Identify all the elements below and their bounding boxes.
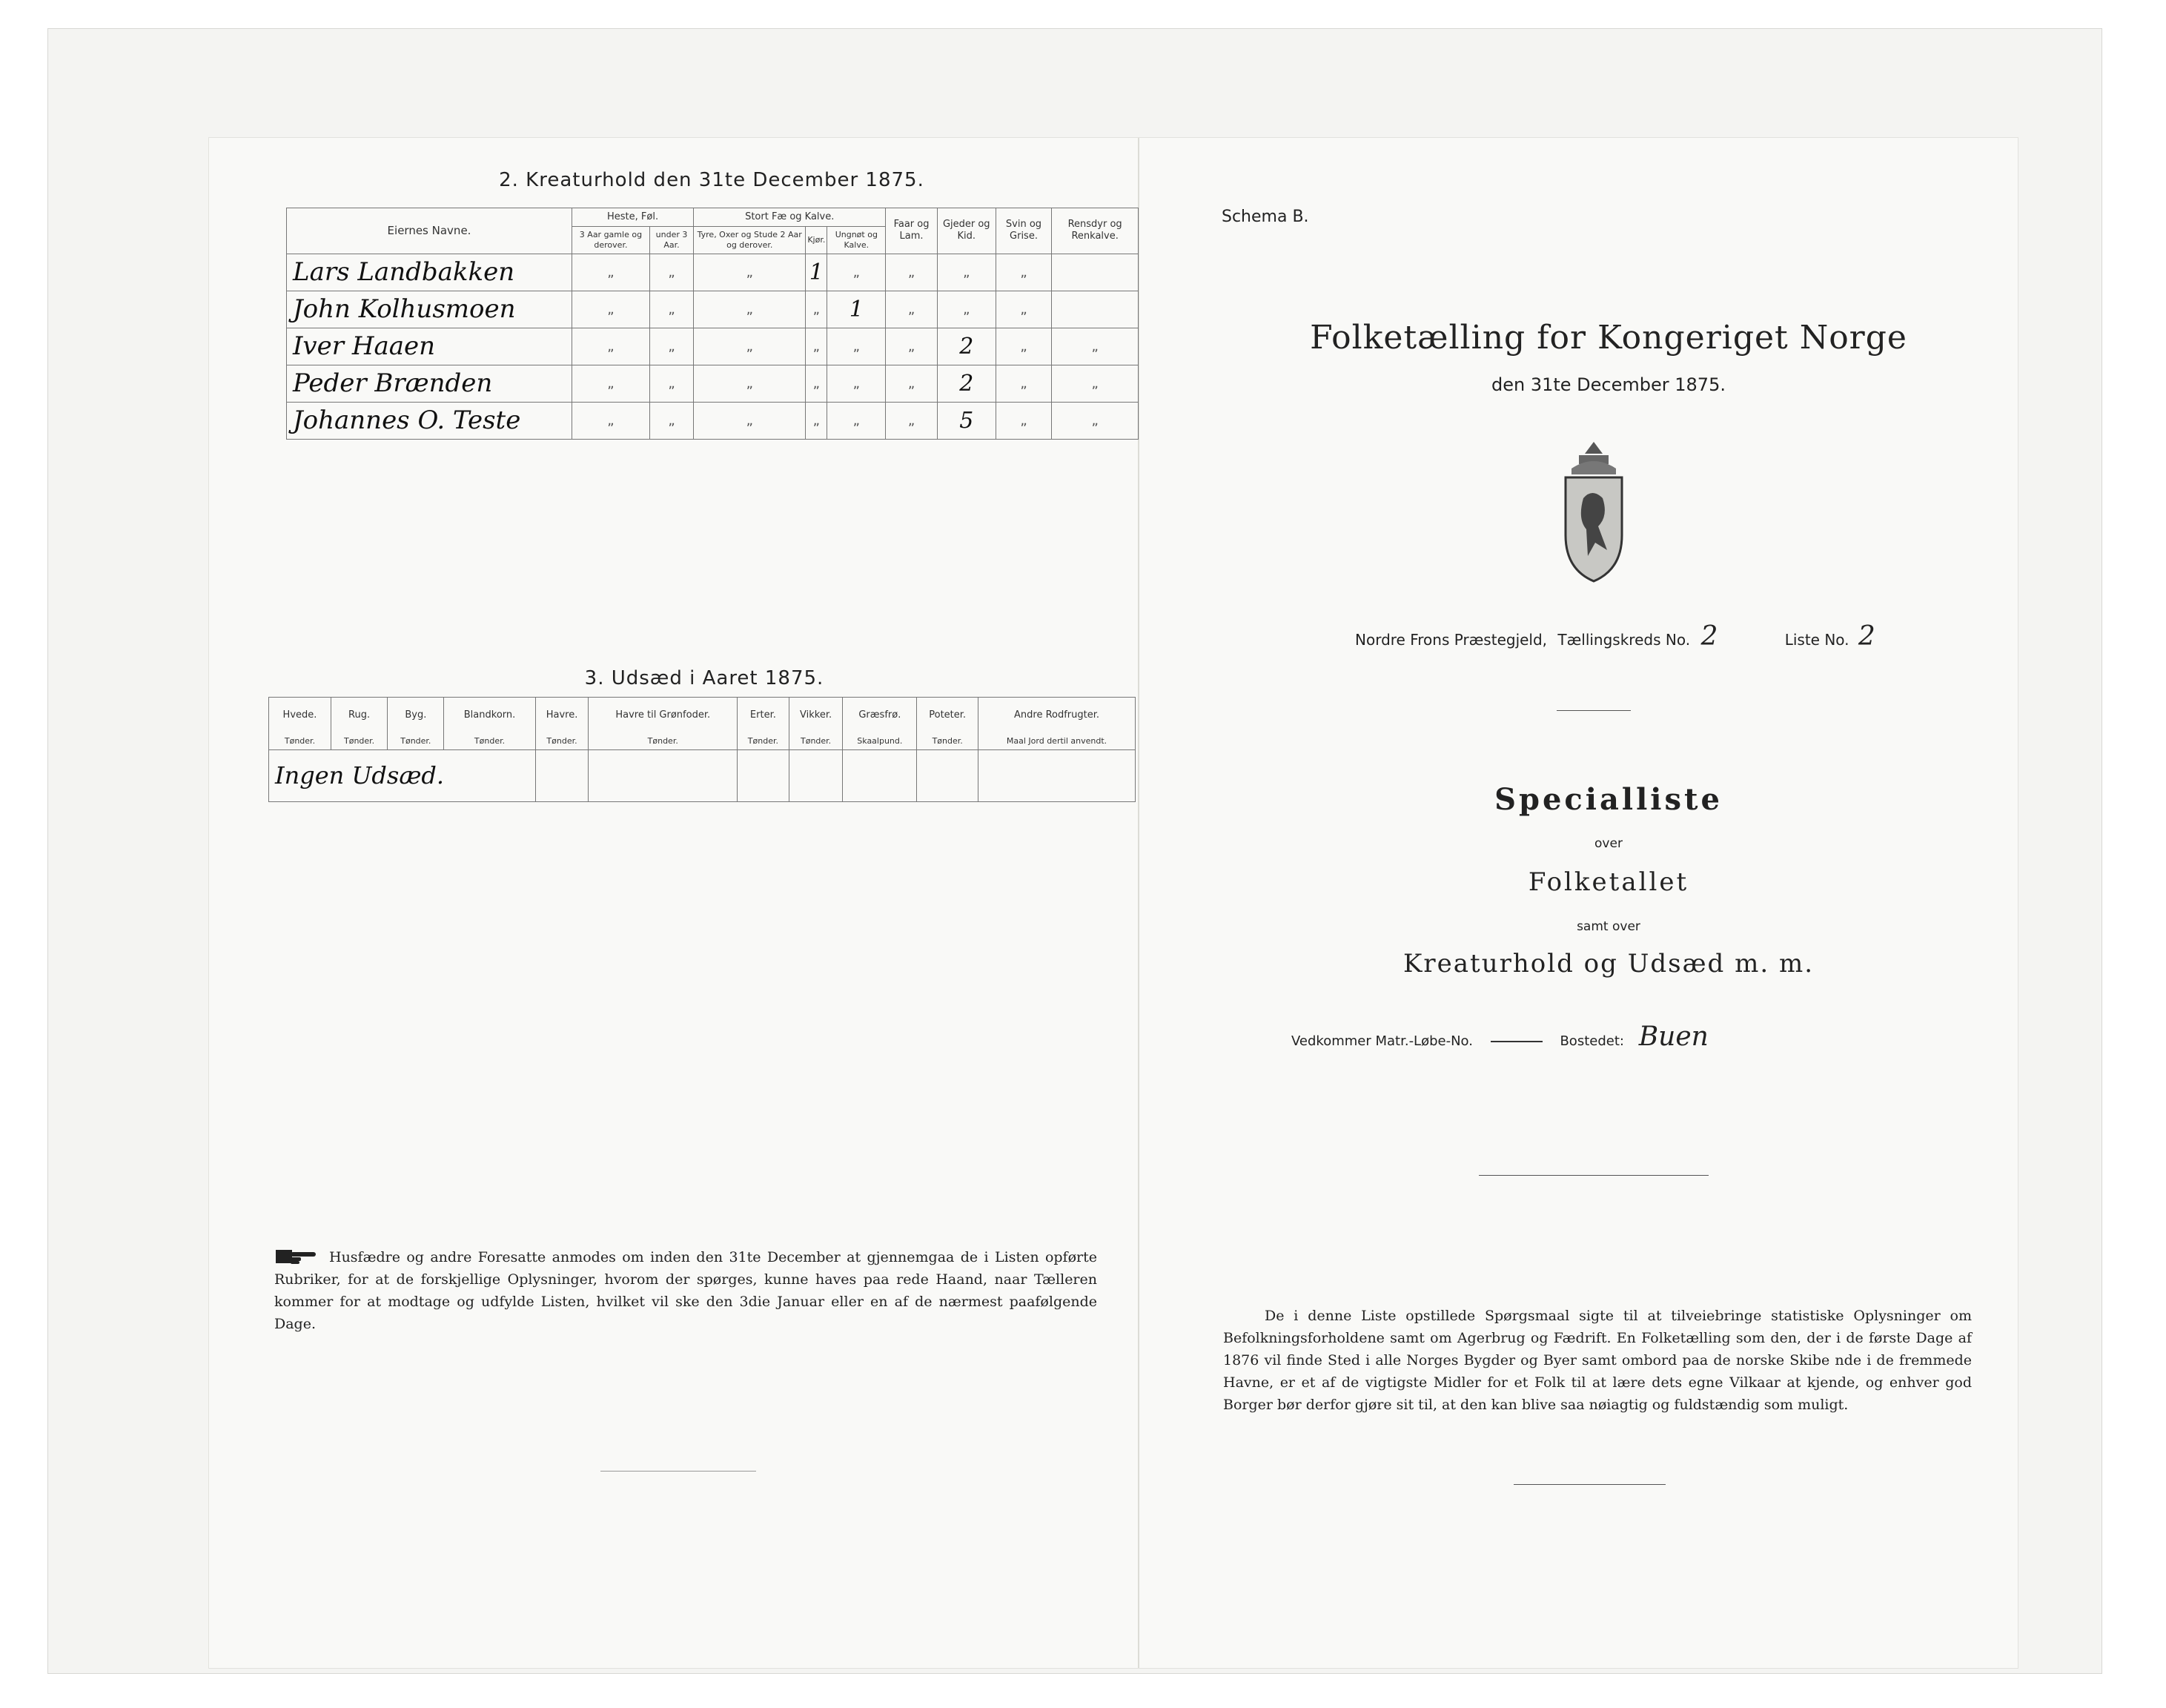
cell: „	[1052, 402, 1139, 439]
info-paragraph: De i denne Liste opstillede Spørgsmaal sigte til at tilveiebringe statistiske Oplysninger om Befolkningsforholdene samt om Agerbrug og Fædrift. En Folketælling som den, der i de første Dage af 1876 vil finde Sted i alle Norges Bygder og Byer samt ombord paa de norske Skibe nde i de fremmede Havne, er et af de vigtigste Midler for et Folk til at lære dets egne Vilkaar at kjende, og enhver god Borger bør derfor gjøre sit til, at den kan blive saa nøiagtig og fuldstændig som muligt.	[1223, 1308, 1972, 1413]
cell: 2	[937, 365, 996, 402]
sowing-col-unit: Maal Jord dertil anvendt.	[978, 733, 1136, 749]
sowing-col-unit: Skaalpund.	[843, 733, 917, 749]
cell: „	[572, 402, 650, 439]
cell: 5	[937, 402, 996, 439]
cell: „	[827, 365, 886, 402]
cell: „	[996, 365, 1052, 402]
sowing-col-unit: Tønder.	[589, 733, 738, 749]
cell: „	[806, 291, 827, 328]
cell	[589, 749, 738, 801]
cell	[789, 749, 843, 801]
table-row	[287, 291, 1139, 328]
matr-label: Vedkommer Matr.-Løbe-No.	[1291, 1033, 1473, 1049]
pointing-hand-icon	[274, 1245, 320, 1266]
cell: „	[996, 291, 1052, 328]
col-gjeder: Gjeder og Kid.	[937, 208, 996, 254]
sowing-col-unit: Tønder.	[535, 733, 589, 749]
kreds-value: 2	[1700, 621, 1718, 652]
owner-name: Lars Landbakken	[287, 254, 572, 291]
cell: 1	[827, 291, 886, 328]
col-faar: Faar og Lam.	[886, 208, 938, 254]
cell: „	[806, 328, 827, 365]
cell: „	[827, 254, 886, 291]
notice-text: Husfædre og andre Foresatte anmodes om inden den 31te December at gjennemgaa de i Listen opførte Rubriker, for at de forskjellige Oplysninger, hvorom der spørges, kunne haves paa rede Haand, naar Tælleren kommer for at modtage og udfylde Listen, hvilket vil ske den 3die Januar eller en af de nærmest paafølgende Dage.	[274, 1249, 1097, 1332]
sowing-col-header: Erter.	[738, 698, 789, 734]
table-row	[287, 365, 1139, 402]
cell: „	[996, 328, 1052, 365]
cell: „	[886, 291, 938, 328]
divider-rule	[1479, 1175, 1709, 1176]
matr-line	[1291, 1022, 1958, 1052]
sowing-col-header: Græsfrø.	[843, 698, 917, 734]
sowing-col-unit: Tønder.	[738, 733, 789, 749]
col-stort-fae: Stort Fæ og Kalve.	[694, 208, 886, 227]
cell	[738, 749, 789, 801]
cell: „	[827, 402, 886, 439]
cell	[843, 749, 917, 801]
bosted-value: Buen	[1638, 1022, 1709, 1052]
kreaturhold-heading: Kreaturhold og Udsæd m. m.	[1402, 949, 1814, 979]
cell: „	[937, 254, 996, 291]
sowing-col-header: Blandkorn.	[444, 698, 535, 734]
page-title: Folketælling for Kongeriget Norge	[1310, 319, 1907, 357]
sowing-col-unit: Tønder.	[269, 733, 331, 749]
cell: „	[806, 402, 827, 439]
sowing-col-header: Poteter.	[917, 698, 978, 734]
cell: „	[996, 402, 1052, 439]
table-row	[287, 402, 1139, 439]
section3-title: 3. Udsæd i Aaret 1875.	[584, 667, 824, 689]
divider-rule	[1514, 1484, 1666, 1485]
cell: „	[886, 365, 938, 402]
cell	[535, 749, 589, 801]
owner-name: Peder Brænden	[287, 365, 572, 402]
cell: „	[694, 365, 806, 402]
cell	[978, 749, 1136, 801]
census-date: den 31te December 1875.	[1491, 374, 1726, 395]
kreds-label: Tællingskreds No.	[1557, 631, 1691, 649]
sowing-col-header: Havre til Grønfoder.	[589, 698, 738, 734]
schema-label: Schema B.	[1222, 208, 1309, 226]
section2-title: 2. Kreaturhold den 31te December 1875.	[499, 169, 924, 191]
col-heste-sub1: 3 Aar gamle og derover.	[572, 227, 650, 254]
prestegjeld-label: Nordre Frons Præstegjeld,	[1355, 631, 1548, 649]
livestock-table	[286, 208, 1139, 440]
sowing-col-unit: Tønder.	[331, 733, 387, 749]
sowing-col-header: Andre Rodfrugter.	[978, 698, 1136, 734]
cell: „	[649, 365, 693, 402]
cell: „	[572, 365, 650, 402]
cell: „	[886, 254, 938, 291]
col-stort-sub1: Tyre, Oxer og Stude 2 Aar og derover.	[694, 227, 806, 254]
col-heste: Heste, Føl.	[572, 208, 694, 227]
cell: „	[572, 291, 650, 328]
sowing-col-header: Havre.	[535, 698, 589, 734]
cell	[1052, 254, 1139, 291]
col-stort-sub3: Ungnøt og Kalve.	[827, 227, 886, 254]
sowing-col-header: Hvede.	[269, 698, 331, 734]
cell: „	[937, 291, 996, 328]
cell: 1	[806, 254, 827, 291]
cell: „	[649, 254, 693, 291]
cell: „	[1052, 328, 1139, 365]
owner-name: Iver Haaen	[287, 328, 572, 365]
sowing-col-header: Rug.	[331, 698, 387, 734]
cell	[917, 749, 978, 801]
cell: „	[694, 328, 806, 365]
col-owner: Eiernes Navne.	[287, 208, 572, 254]
cell: „	[806, 365, 827, 402]
footer-rule	[600, 1471, 756, 1472]
cell: „	[1052, 365, 1139, 402]
col-rensdyr: Rensdyr og Renkalve.	[1052, 208, 1139, 254]
cell: „	[694, 291, 806, 328]
norway-coat-of-arms-icon	[1549, 439, 1638, 587]
cell: „	[886, 402, 938, 439]
sowing-col-unit: Tønder.	[789, 733, 843, 749]
samt-over-label: samt over	[1577, 919, 1640, 934]
cell: „	[649, 402, 693, 439]
owner-name: Johannes O. Teste	[287, 402, 572, 439]
cell: „	[694, 402, 806, 439]
col-svin: Svin og Grise.	[996, 208, 1052, 254]
over-label: over	[1594, 836, 1623, 851]
folketallet-heading: Folketallet	[1528, 867, 1689, 897]
cell: „	[649, 328, 693, 365]
sowing-col-header: Byg.	[388, 698, 444, 734]
sowing-table	[268, 697, 1136, 802]
cell: „	[996, 254, 1052, 291]
owner-name: John Kolhusmoen	[287, 291, 572, 328]
liste-label: Liste No.	[1784, 631, 1849, 649]
cell: „	[572, 328, 650, 365]
table-row	[287, 328, 1139, 365]
sowing-entry: Ingen Udsæd.	[269, 749, 536, 801]
cell: „	[572, 254, 650, 291]
divider-rule	[1557, 710, 1631, 711]
sowing-col-unit: Tønder.	[388, 733, 444, 749]
cell: „	[694, 254, 806, 291]
cell	[1052, 291, 1139, 328]
notice-paragraph	[274, 1245, 1097, 1335]
cell: „	[827, 328, 886, 365]
cell: „	[649, 291, 693, 328]
sowing-col-header: Vikker.	[789, 698, 843, 734]
liste-value: 2	[1858, 621, 1875, 652]
table-row	[287, 254, 1139, 291]
cell: „	[886, 328, 938, 365]
cell: 2	[937, 328, 996, 365]
col-stort-sub2: Kjør.	[806, 227, 827, 254]
specialliste-heading: Specialliste	[1494, 782, 1723, 817]
sowing-col-unit: Tønder.	[917, 733, 978, 749]
bosted-label: Bostedet:	[1560, 1033, 1624, 1049]
matr-dash	[1491, 1041, 1543, 1042]
col-heste-sub2: under 3 Aar.	[649, 227, 693, 254]
sowing-col-unit: Tønder.	[444, 733, 535, 749]
table-row	[269, 749, 1136, 801]
district-line	[1223, 621, 1994, 652]
